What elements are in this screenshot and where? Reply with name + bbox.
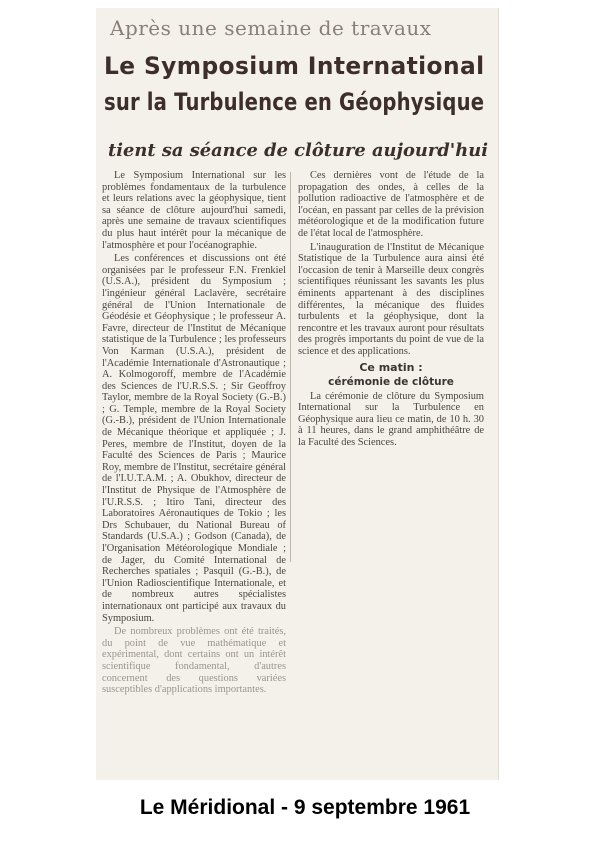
article-kicker: Après une semaine de travaux [110,16,432,40]
article-column-right [298,170,484,451]
column-divider [290,172,291,562]
article-column-left [102,170,286,698]
headline-line-2: sur la Turbulence en Géophysique [104,88,485,116]
subheadline: tient sa séance de clôture aujourd'hui [108,140,489,161]
paragraph: Le Symposium International sur les problèmes fondamentaux de la turbulence et leurs relations avec la géophysique, tient sa séance de clôture aujourd'hui samedi, après une semaine de travaux scientifiques du plus haut intérêt pour la mécanique de l'atmosphère et pour l'océanographie. [102,170,286,251]
paragraph: Ces dernières vont de l'étude de la propagation des ondes, à celles de la pollution radioactive de l'atmosphère et de l'océan, en passant par celles de la prévision météorologique et de la modification future de l'état local de l'atmosphère. [298,170,484,239]
paragraph: Les conférences et discussions ont été organisées par le professeur F.N. Frenkiel (U.S.A.), président du Symposium ; l'ingénieur général Laclavère, secrétaire général de l'Union Internationale de Géodésie et Géophysique ; le professeur A. Favre, directeur de l'Institut de Mécanique statistique de la Turbulence ; les professeurs Von Karman (U.S.A.), président de l'Académie Internationale d'Astronautique ; A. Kolmogoroff, membre de l'Académie des Sciences de l'U.R.S.S. ; Sir Geoffroy Taylor, membre de la Royal Society (G.-B.) ; G. Temple, membre de la Royal Society (G.-B.), président de l'Union Internationale de Mécanique théorique et appliquée ; J. Peres, membre de l'Institut, doyen de la Faculté des Sciences de Paris ; Maurice Roy, membre de l'Institut, secrétaire général de l'I.U.T.A.M. ; A. Obukhov, directeur de l'Institut de Physique de l'Atmosphère de l'U.R.S.S. ; Itiro Tani, directeur des Laboratoires Aéronautiques de Tokio ; les Drs Schubauer, du National Bureau of Standards (U.S.A.) ; Godson (Canada), de l'Organisation Météorologique Mondiale ; de Jager, du Comité International de Recherches spatiales ; Pasquil (G.-B.), de l'Union Radioscientifique Internationale, et de nombreux autres spécialistes internationaux ont participé aux travaux du Symposium. [102,253,286,624]
section-subheading: cérémonie de clôture [328,376,454,389]
paragraph: La cérémonie de clôture du Symposium International sur la Turbulence en Géophysique aura lieu ce matin, de 10 h. 30 à 11 heures, dans le grand amphithéâtre de la Faculté des Sciences. [298,390,484,449]
source-caption: Le Méridional - 9 septembre 1961 [139,796,471,819]
headline-line-1: Le Symposium International [104,52,485,80]
section-heading: Ce matin : [359,360,423,374]
paragraph-faded: De nombreux problèmes ont été traités, du point de vue mathématique et expérimental, dont certains ont un intérêt scientifique fondamental, d'autres concernent des questions variées susceptibles d'applications importantes. [102,626,286,696]
paragraph: L'inauguration de l'Institut de Mécanique Statistique de la Turbulence aura ainsi été l'occasion de tenir à Marseille deux congrès scientifiques réunissant les savants les plus éminents appartenant à des disciplines différentes, la mécanique des fluides turbulents et la géophysique, dont la rencontre et les travaux auront pour résultats des progrès importants du point de vue de la science et des applications. [298,241,484,357]
